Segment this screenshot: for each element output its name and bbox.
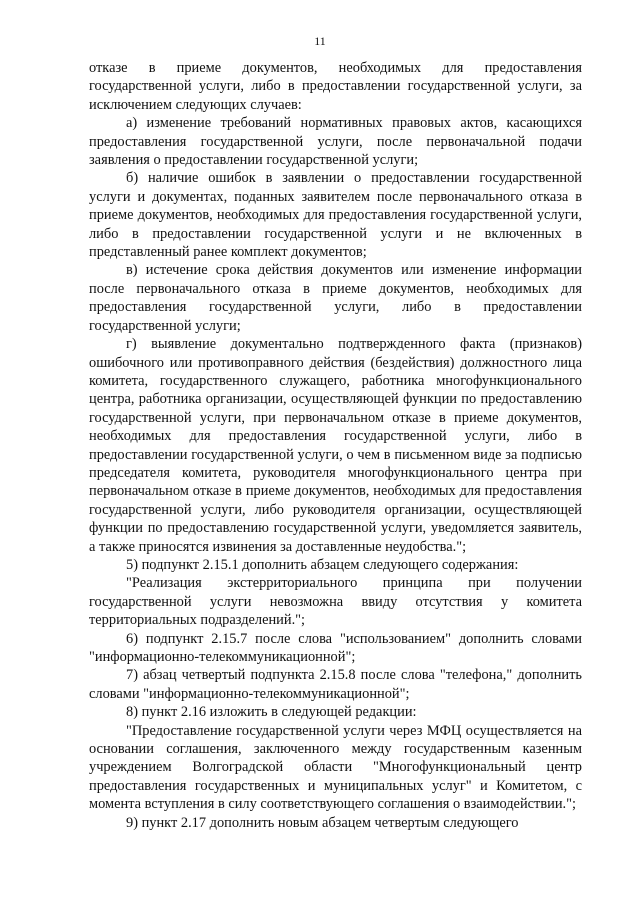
paragraph-item-v: в) истечение срока действия документов или изменение информации после первоначального отказа в приеме документов, необходимых для предоставления государственной услуги, либо в предоставлении государственной услуги;	[89, 262, 582, 334]
paragraph-item-9: 9) пункт 2.17 дополнить новым абзацем четвертым следующего	[126, 814, 519, 831]
paragraph-item-5: 5) подпункт 2.15.1 дополнить абзацем следующего содержания:	[126, 556, 519, 573]
paragraph-item-b: б) наличие ошибок в заявлении о предоставлении государственной услуги и документах, поданных заявителем после первоначального отказа в приеме документов, необходимых для предоставления государственной услуги, либо в предоставлении государственной услуги и не включенных в представленный ранее комплект документов;	[89, 170, 582, 261]
paragraph-item-g: г) выявление документально подтвержденного факта (признаков) ошибочного или противоправного действия (бездействия) должностного лица комитета, государственного служащего, работника многофункционального центра, работника организации, осуществляющей функции по предоставлению государственной услуги, при первоначальном отказе в приеме документов, необходимых для предоставления государственной услуги, либо в предоставлении государственной услуги, о чем в письменном виде за подписью председателя комитета, руководителя многофункционального центра при первоначальном отказе в приеме документов, необходимых для предоставления государственной услуги, либо руководителя организации, осуществляющей функции по предоставлению государственной услуги, уведомляется заявитель, а также приносятся извинения за доставленные неудобства.";	[89, 336, 582, 555]
paragraph-item-6: 6) подпункт 2.15.7 после слова "использованием" дополнить словами "информационно-телекоммуникационной";	[89, 630, 582, 665]
paragraph-quote-5: "Реализация экстерриториального принципа при получении государственной услуги невозможна ввиду отсутствия у комитета территориальных подразделений.";	[89, 575, 582, 629]
paragraph-item-a: а) изменение требований нормативных правовых актов, касающихся предоставления государственной услуги, после первоначальной подачи заявления о предоставлении государственной услуги;	[89, 115, 582, 169]
paragraph-continuation: отказе в приеме документов, необходимых для предоставления государственной услуги, либо в предоставлении государственной услуги, за исключением следующих случаев:	[89, 60, 582, 113]
page-number: 11	[314, 34, 326, 48]
document-body	[89, 59, 582, 832]
paragraph-item-8: 8) пункт 2.16 изложить в следующей редакции:	[126, 704, 417, 721]
paragraph-item-7: 7) абзац четвертый подпункта 2.15.8 после слова "телефона," дополнить словами "информационно-телекоммуникационной";	[89, 667, 582, 702]
paragraph-quote-8: "Предоставление государственной услуги через МФЦ осуществляется на основании соглашения, заключенного между государственным казенным учреждением Волгоградской области "Многофункциональный центр предоставления государственных и муниципальных услуг" и Комитетом, с момента вступления в силу соответствующего соглашения о взаимодействии.";	[89, 722, 582, 813]
